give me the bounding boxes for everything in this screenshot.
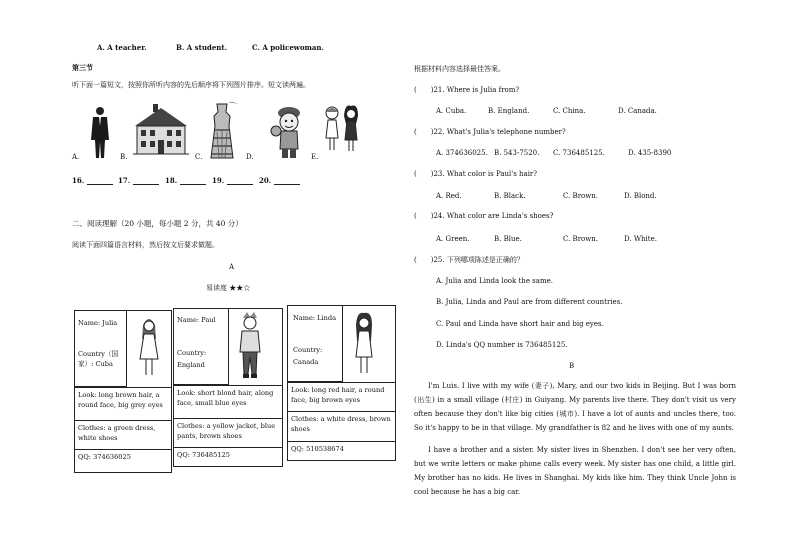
q21-option-a[interactable]: A. Cuba.	[436, 107, 467, 115]
card-clothes: Clothes: a white dress, brown shoes	[288, 412, 395, 442]
dress-picture	[209, 102, 235, 160]
card-name: Name: Julia	[78, 319, 118, 327]
card-clothes: Clothes: a yellow jacket, blue pants, brown shoes	[174, 419, 282, 448]
card-looks: Look: long red hair, a round face, big brown eyes	[288, 382, 395, 412]
profile-card-paul	[173, 308, 283, 467]
q25-option-a[interactable]: A. Julia and Linda look the same.	[436, 277, 553, 285]
q24-option-a[interactable]: A. Green.	[436, 235, 470, 243]
question-23: ( )23. What color is Paul's hair?	[414, 170, 538, 178]
q23-option-a[interactable]: A. Red.	[436, 192, 462, 200]
q21-option-d[interactable]: D. Canada.	[618, 107, 657, 115]
option-a-teacher: A. A teacher.	[97, 43, 147, 52]
answer-18[interactable]: 18.	[165, 176, 206, 185]
difficulty-rating: 易读度 ★★☆	[206, 284, 251, 292]
reading-instruction: 根据材料内容选择最佳答案。	[414, 65, 505, 73]
dress-tag-mark: —.	[229, 99, 237, 106]
card-clothes: Clothes: a green dress, white shoes	[75, 421, 171, 450]
answer-17[interactable]: 17.	[118, 176, 159, 185]
question-22: ( )22. What's Julia's telephone number?	[414, 128, 566, 136]
school-building-picture	[133, 104, 189, 156]
part2-instruction: 阅读下面四篇语言材料，然后按文后要求做题。	[72, 241, 219, 249]
question-21: ( )21. Where is Julia from?	[414, 86, 520, 94]
q23-option-d[interactable]: D. Blond.	[624, 192, 657, 200]
card-name: Name: Linda	[293, 314, 337, 322]
answer-16[interactable]: 16.	[72, 176, 113, 185]
part2-title: 二、阅读理解（20 小题，每小题 2 分，共 40 分）	[72, 219, 243, 228]
q22-option-c[interactable]: C. 736485125.	[553, 149, 605, 157]
option-b-student: B. A student.	[176, 43, 228, 52]
option-c-policewoman: C. A policewoman.	[252, 43, 324, 52]
picture-letter-a: A.	[72, 153, 80, 161]
q25-option-b[interactable]: B. Julia, Linda and Paul are from different countries.	[436, 298, 623, 306]
q23-option-c[interactable]: C. Brown.	[563, 192, 598, 200]
q21-option-b[interactable]: B. England.	[488, 107, 530, 115]
girl-julia-picture	[137, 315, 161, 379]
q25-option-d[interactable]: D. Linda's QQ number is 736485125.	[436, 341, 568, 349]
section3-instruction: 听下面一篇短文，按照你所听内容的先后顺序将下列图片排序。短文读两遍。	[72, 81, 310, 89]
boy-paul-picture	[235, 312, 265, 380]
card-qq: QQ: 736485125	[177, 451, 230, 459]
q24-option-d[interactable]: D. White.	[624, 235, 657, 243]
answer-20[interactable]: 20.	[259, 176, 300, 185]
card-qq: QQ: 374636025	[78, 453, 131, 461]
card-qq: QQ: 510538674	[291, 445, 344, 453]
card-looks: Look: long brown hair, a round face, big grey eyes	[75, 387, 171, 421]
section3-title: 第三节	[72, 63, 93, 72]
q24-option-c[interactable]: C. Brown.	[563, 235, 598, 243]
passage-b-paragraph-2: I have a brother and a sister. My sister lives in Shenzhen. I don't see her very often, but we write letters or make phone calls every week. My sister has one child, a little girl. My brother has no kids. He lives in Shanghai. My kids like him. They think Uncle John is cool because he has a big car.	[414, 446, 736, 496]
card-name: Name: Paul	[177, 316, 216, 324]
answer-19[interactable]: 19.	[212, 176, 253, 185]
card-country: Country: England	[177, 349, 207, 369]
picture-letter-b: B.	[120, 153, 128, 161]
man-in-coat-picture	[88, 106, 112, 160]
girl-linda-picture	[352, 311, 376, 377]
card-country: Country: Canada	[293, 346, 323, 366]
passage-a-label: A	[229, 263, 235, 271]
picture-letter-d: D.	[246, 153, 254, 161]
question-24: ( )24. What color are Linda's shoes?	[414, 212, 554, 220]
q23-option-b[interactable]: B. Black.	[494, 192, 526, 200]
passage-b-paragraph-1: I'm Luis. I live with my wife (妻子), Mary, and our two kids in Beijing. But I was born (出生) in a small village (村庄) in Guiyang. My parents live there. They don't visit us very often because they don't like big cities (城市). I have a lot of aunts and uncles there, too. So it's happy to be in that village. My grandfather is 82 and he lives with one of my aunts.	[414, 382, 736, 432]
q25-option-c[interactable]: C. Paul and Linda have short hair and big eyes.	[436, 320, 604, 328]
question-25: ( )25. 下列哪项陈述是正确的？	[414, 256, 524, 264]
two-girls-picture	[322, 104, 362, 154]
q22-option-d[interactable]: D. 435-8390	[628, 149, 672, 157]
picture-letter-c: C.	[195, 153, 203, 161]
card-country: Country（国家）: Cuba	[78, 350, 119, 368]
cartoon-boy-picture	[270, 105, 304, 159]
q21-option-c[interactable]: C. China.	[553, 107, 586, 115]
card-looks: Look: short blond hair, along face, small blue eyes	[174, 385, 282, 419]
passage-b-label: B	[569, 362, 575, 370]
picture-letter-e: E.	[311, 153, 319, 161]
q22-option-a[interactable]: A. 374636025.	[436, 149, 488, 157]
q22-option-b[interactable]: B. 543-7520.	[494, 149, 540, 157]
profile-card-julia	[74, 310, 172, 473]
q24-option-b[interactable]: B. Blue.	[494, 235, 522, 243]
profile-card-linda	[287, 305, 396, 461]
